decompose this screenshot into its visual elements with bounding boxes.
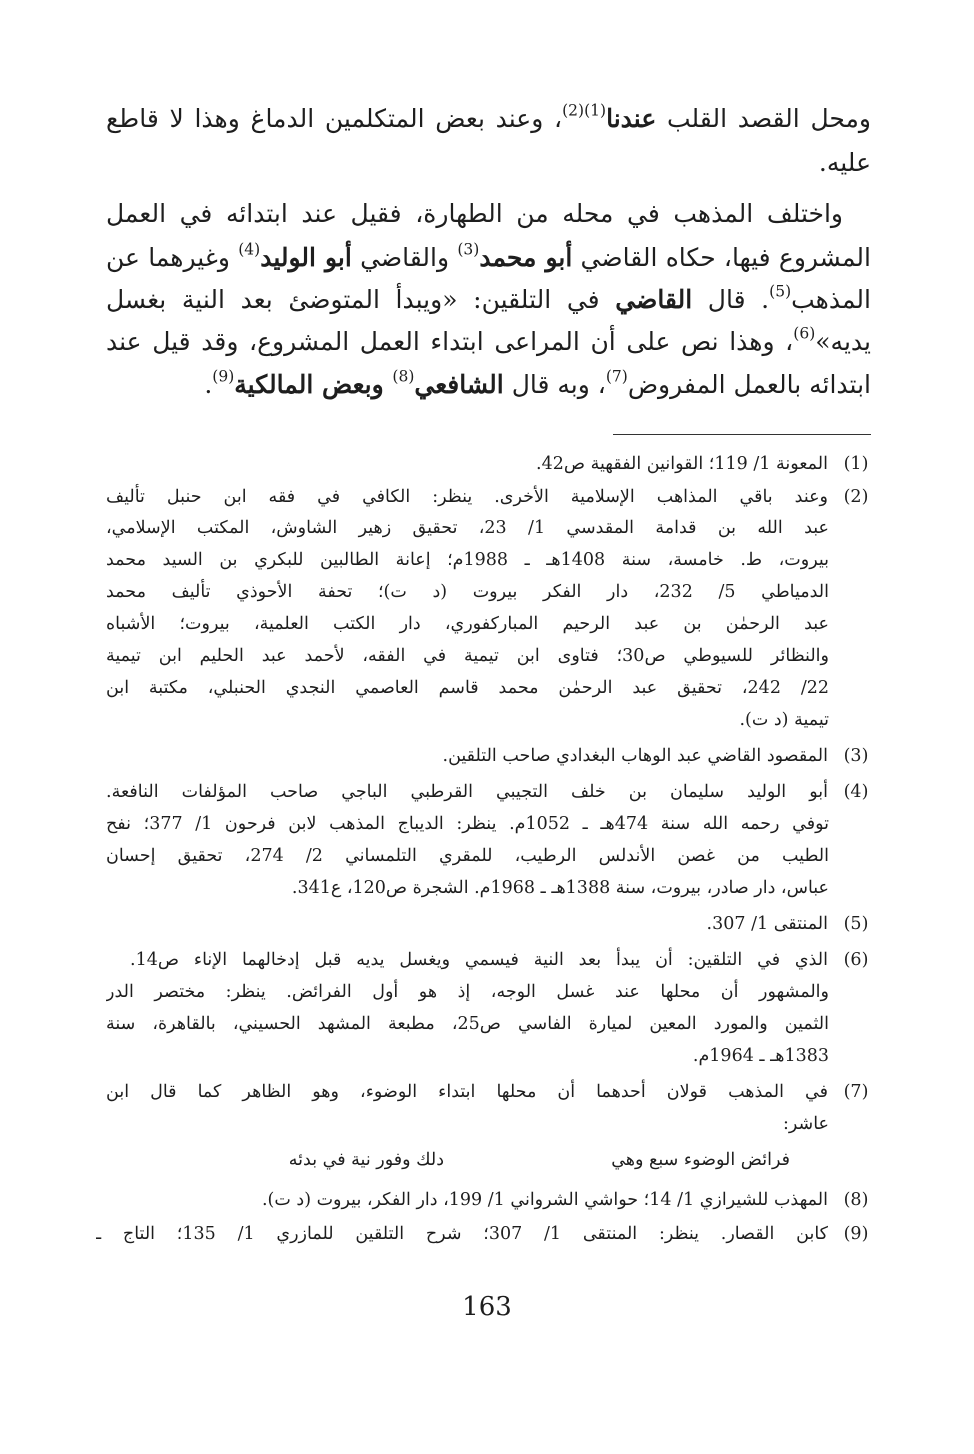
footnote-line: عباس، دار صادر، بيروت، سنة 1388هـ ـ 1968م. الشجرة ص120، ع341.: [291, 878, 829, 898]
footnote-number: (5): [843, 914, 869, 934]
footnote-line: المهذب للشيرازي 1/ 14؛ حواشي الشرواني 1/ 199، دار الفكر، بيروت (د ت).: [261, 1190, 828, 1210]
body-line: [106, 238, 871, 278]
bold-term: وبعض المالكية: [234, 370, 393, 399]
body-text: والقاضي: [351, 243, 458, 272]
footnote-number: (2): [843, 487, 869, 507]
body-line: [106, 322, 871, 362]
bold-term: أبو الوليد: [260, 243, 352, 272]
footnote-line: والنظائر للسيوطي ص30؛ فتاوى ابن تيمية في الفقه، لأحمد عبد الحليم ابن تيمية: [106, 646, 829, 666]
footnote-line: تيمية (د ت).: [739, 710, 829, 730]
body-text: ابتدائه بالعمل المفروض: [627, 370, 871, 399]
footnote-number: (8): [843, 1190, 869, 1210]
footnote-ref: (4): [238, 240, 261, 259]
body-text: . قال: [692, 285, 770, 314]
footnote-ref: (7): [605, 367, 628, 386]
body-line: [106, 280, 871, 320]
page-number: 163: [462, 1292, 512, 1322]
footnote-line: عبد الرحمٰن بن عبد الرحيم المباركفوري، دار الكتب العلمية، بيروت؛ الأشباه: [106, 614, 829, 634]
body-text: ومحل القصد القلب: [656, 104, 871, 133]
footnote-line: 1383هـ ـ 1964م.: [692, 1046, 829, 1066]
footnote-line: وعند باقي المذاهب الإسلامية الأخرى. ينظر: الكافي في فقه ابن حنبل تأليف: [106, 487, 828, 507]
body-text: عليه.: [818, 148, 871, 177]
body-text: ، وعند بعض المتكلمين الدماغ وهذا لا قاطع: [106, 104, 563, 133]
footnote-line: المعونة 1/ 119؛ القوانين الفقهية ص42.: [536, 454, 828, 474]
body-line: [106, 143, 871, 183]
bold-term: القاضي: [615, 285, 693, 314]
footnote-separator: [613, 434, 871, 435]
body-text: في التلقين: «ويبدأ المتوضئ بعد النية بغسل: [106, 285, 616, 314]
footnote-ref: (3): [457, 240, 480, 259]
footnote-number: (7): [843, 1082, 869, 1102]
footnote-number: (1): [843, 454, 869, 474]
footnote-ref: (5): [769, 282, 792, 301]
footnote-line: في المذهب قولان أحدهما أن محلها ابتداء الوضوء، وهو الظاهر كما قال ابن: [106, 1082, 828, 1102]
footnote-ref: (9): [212, 367, 235, 386]
footnote-line: المقصود القاضي عبد الوهاب البغدادي صاحب التلقين.: [442, 746, 828, 766]
footnote-number: (3): [843, 746, 869, 766]
footnote-ref: (6): [793, 324, 816, 343]
footnote-line: الذي في التلقين: أن يبدأ بعد النية فيسمي ويغسل يديه قبل إدخالهما الإناء ص14.: [130, 950, 828, 970]
footnote-line: الدمياطي 5/ 232، دار الفكر بيروت (د ت)؛ تحفة الأحوذي تأليف محمد: [106, 582, 829, 602]
footnote-line: المنتقى 1/ 307.: [706, 914, 828, 934]
footnote-line: والمشهور أن محلها عند غسل الوجه، إذ هو أول الفرائض. ينظر: مختصر الدر: [106, 982, 829, 1002]
verse-hemistich-second: دلك وفور نية في بدئه: [288, 1150, 444, 1170]
body-text: واختلف المذهب في محله من الطهارة، فقيل عند ابتدائه في العمل: [106, 199, 843, 228]
footnote-line: توفي رحمه الله سنة 474هـ ـ 1052م. ينظر: الديباج المذهب لابن فرحون 1/ 377؛ نفح: [106, 814, 829, 834]
body-text: .: [204, 370, 213, 399]
bold-term: عندنا: [606, 104, 657, 133]
body-text: المذهب: [791, 285, 871, 314]
body-text: المشروع فيها، حكاه القاضي: [572, 243, 871, 272]
footnote-ref: (8): [392, 367, 415, 386]
body-text: يديه»: [815, 327, 871, 356]
footnote-line: الثمين والمورد المعين لميارة الفاسي ص25، مطبعة المشهد الحسيني، بالقاهرة، سنة: [106, 1014, 829, 1034]
bold-term: الشافعي: [414, 370, 504, 399]
footnote-line: الطيب من غصن الأندلس الرطيب، للمقري التلمساني 2/ 274، تحقيق إحسان: [106, 846, 829, 866]
body-line: [106, 194, 843, 234]
footnote-number: (6): [843, 950, 869, 970]
footnote-line: كابن القصار. ينظر: المنتقى 1/ 307؛ شرح التلقين للمازري 1/ 135؛ التاج ـ: [96, 1224, 828, 1244]
body-text: وغيرهما عن: [106, 243, 239, 272]
footnote-line: عبد الله بن قدامة المقدسي 1/ 23، تحقيق زهير الشاوش، المكتب الإسلامي،: [106, 518, 829, 538]
footnote-line: أبو الوليد سليمان بن خلف التجيبي القرطبي الباجي صاحب المؤلفات النافعة.: [106, 782, 828, 802]
body-line: [106, 99, 871, 139]
body-line: [106, 365, 871, 405]
body-text: ، وهذا نص على أن المراعى ابتداء العمل المشروع، وقد قيل عند: [106, 327, 794, 356]
footnote-number: (9): [843, 1224, 869, 1244]
footnote-number: (4): [843, 782, 869, 802]
footnote-line: 22/ 242، تحقيق عبد الرحمٰن محمد قاسم العاصمي النجدي الحنبلي، مكتبة ابن: [106, 678, 829, 698]
footnote-ref: (1)(2): [562, 101, 607, 120]
verse-hemistich-first: فرائض الوضوء سبع وهي: [611, 1150, 790, 1170]
bold-term: أبو محمد: [479, 243, 573, 272]
footnote-line: عاشر:: [783, 1114, 829, 1134]
footnote-line: بيروت، ط. خامسة، سنة 1408هـ ـ 1988م؛ إعانة الطالبين للبكري بن السيد محمد: [106, 550, 829, 570]
body-text: ، وبه قال: [503, 370, 606, 399]
